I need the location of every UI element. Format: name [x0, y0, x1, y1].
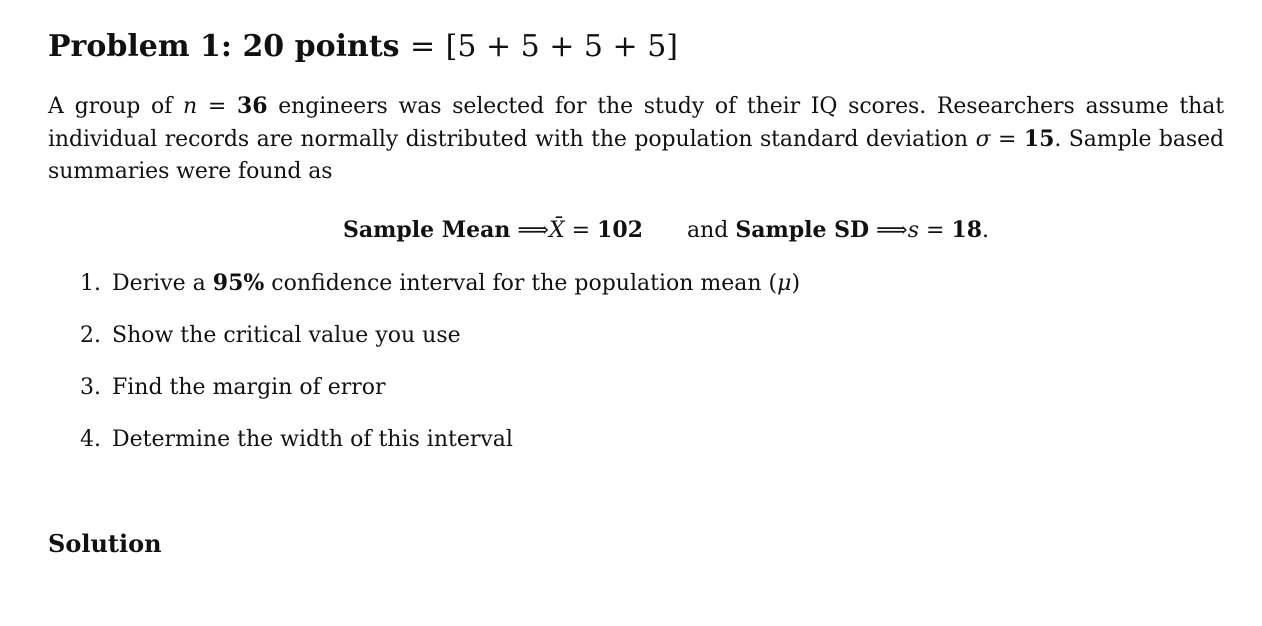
item-number: 1.: [80, 271, 101, 296]
statement-text: A group of: [48, 94, 183, 119]
list-item: [80, 372, 1224, 404]
problem-title: [48, 26, 1224, 68]
mu-variable: μ: [777, 271, 792, 296]
statement-text: . Sample based summaries were found as: [48, 127, 1225, 184]
list-item: [80, 320, 1224, 352]
statement-text: =: [990, 127, 1024, 152]
item-text: Derive a: [112, 271, 213, 296]
n-value: 36: [237, 93, 268, 119]
item-number: 2.: [80, 323, 101, 348]
item-text: Show the critical value you use: [112, 323, 461, 348]
problem-statement: [48, 90, 1224, 188]
points-breakdown: [5 + 5 + 5 + 5]: [445, 29, 679, 64]
problem-label: Problem 1:: [48, 29, 232, 64]
item-text: confidence interval for the population mean (: [264, 271, 778, 296]
item-number: 4.: [80, 427, 101, 452]
solution-heading: Solution: [48, 529, 162, 558]
item-number: 3.: [80, 375, 101, 400]
problem-points: 20 points: [242, 29, 400, 64]
question-list: [48, 267, 1224, 456]
s-variable: s: [907, 218, 919, 243]
period: .: [982, 218, 990, 243]
and-text: and: [686, 218, 729, 243]
title-equals: =: [410, 29, 436, 64]
sample-summary-equation: [48, 214, 1224, 247]
sample-mean-value: 102: [597, 217, 643, 243]
implies-arrow: ⟹: [876, 218, 908, 243]
sample-mean-label: Sample Mean: [342, 217, 511, 243]
item-text: ): [791, 271, 801, 296]
confidence-level: 95%: [212, 270, 265, 296]
list-item: [80, 267, 1224, 300]
sample-sd-label: Sample SD: [735, 217, 870, 243]
sigma-value: 15: [1023, 126, 1055, 152]
equals-sign: =: [918, 218, 952, 243]
sigma-variable: σ: [975, 127, 991, 152]
list-item: [80, 424, 1224, 456]
problem-document: [48, 26, 1224, 476]
statement-text: =: [197, 94, 238, 119]
item-text: Find the margin of error: [112, 375, 386, 400]
sample-sd-value: 18: [951, 217, 983, 243]
item-text: Determine the width of this interval: [112, 427, 513, 452]
xbar-variable: X̄: [548, 218, 565, 243]
equals-sign: =: [564, 218, 598, 243]
implies-arrow: ⟹: [517, 218, 549, 243]
n-variable: n: [183, 94, 198, 119]
statement-text: engineers was selected for the study of their IQ scores. Researchers assume that individual records are normally distributed with the population standard deviation: [48, 94, 1224, 152]
